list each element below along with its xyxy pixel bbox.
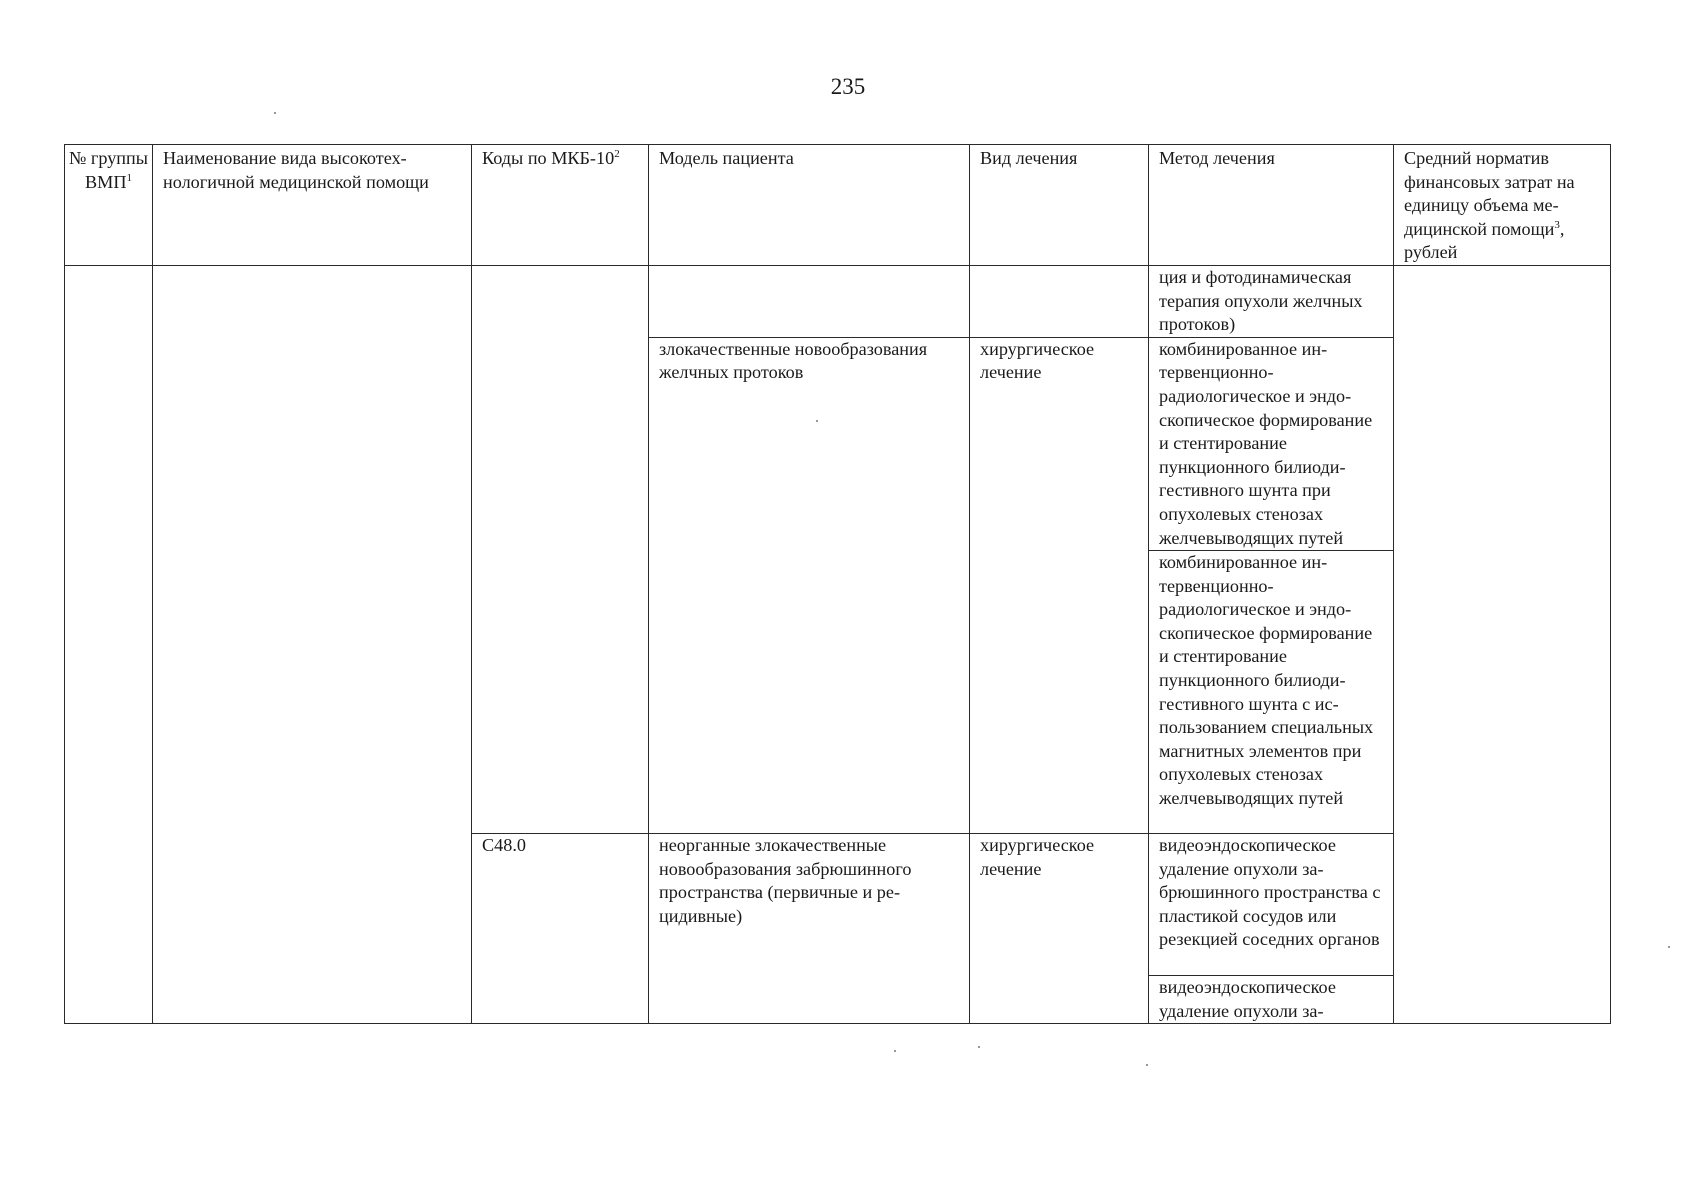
treatment-type-cell: хирургическое лечение — [970, 337, 1149, 833]
treatment-type-cell — [970, 265, 1149, 337]
avg-cost-cell — [1394, 265, 1611, 1023]
header-icd-codes: Коды по МКБ-$10^2$ — [472, 145, 649, 266]
treatment-method-cell: видеоэндоскопическое удаление опухоли забрюшинного пространства с пластикой сосудов или резекцией соседних органов — [1149, 834, 1394, 976]
treatment-method-cell: комбинированное интервенционно-радиологическое и эндоскопическое формирование и стентирование пункционного билиодигестивного шунта при опухолевых стенозах желчевыводящих путей — [1149, 337, 1394, 550]
header-avg-cost: Средний норматив финансовых затрат на единицу объема медицинской помощи$^3$, рублей — [1394, 145, 1611, 266]
vmp-table — [64, 144, 1611, 1024]
header-patient-model: Модель пациента — [649, 145, 970, 266]
header-care-type-name: Наименование вида высокотехнологичной медицинской помощи — [153, 145, 472, 266]
treatment-method-cell: видеоэндоскопическое удаление опухоли за- — [1149, 976, 1394, 1024]
treatment-method-cell: комбинированное интервенционно-радиологическое и эндоскопическое формирование и стентирование пункционного билиодигестивного шунта с использованием специальных магнитных элементов при опухолевых стенозах желчевыводящих путей — [1149, 551, 1394, 834]
header-group-no: № группы ВМП$^1$ — [65, 145, 153, 266]
group-no-cell — [65, 265, 153, 1023]
icd-code-cell — [472, 265, 649, 833]
patient-model-cell: злокачественные новообразования желчных протоков — [649, 337, 970, 833]
icd-code-cell: С48.0 — [472, 834, 649, 1024]
scan-speck — [274, 112, 276, 114]
patient-model-cell: неорганные злокачественные новообразования забрюшинного пространства (первичные и рецидивные) — [649, 834, 970, 1024]
header-treatment-method: Метод лечения — [1149, 145, 1394, 266]
care-type-name-cell — [153, 265, 472, 1023]
treatment-method-cell: ция и фотодинамическая терапия опухоли желчных протоков) — [1149, 265, 1394, 337]
patient-model-cell — [649, 265, 970, 337]
table-row — [65, 265, 1611, 337]
scan-speck — [1668, 946, 1670, 948]
scan-speck — [978, 1046, 980, 1048]
scan-speck — [1146, 1064, 1148, 1066]
header-row — [65, 145, 1611, 266]
treatment-type-cell: хирургическое лечение — [970, 834, 1149, 1024]
page-number: 235 — [830, 74, 866, 99]
header-treatment-type: Вид лечения — [970, 145, 1149, 266]
scan-speck — [894, 1050, 896, 1052]
